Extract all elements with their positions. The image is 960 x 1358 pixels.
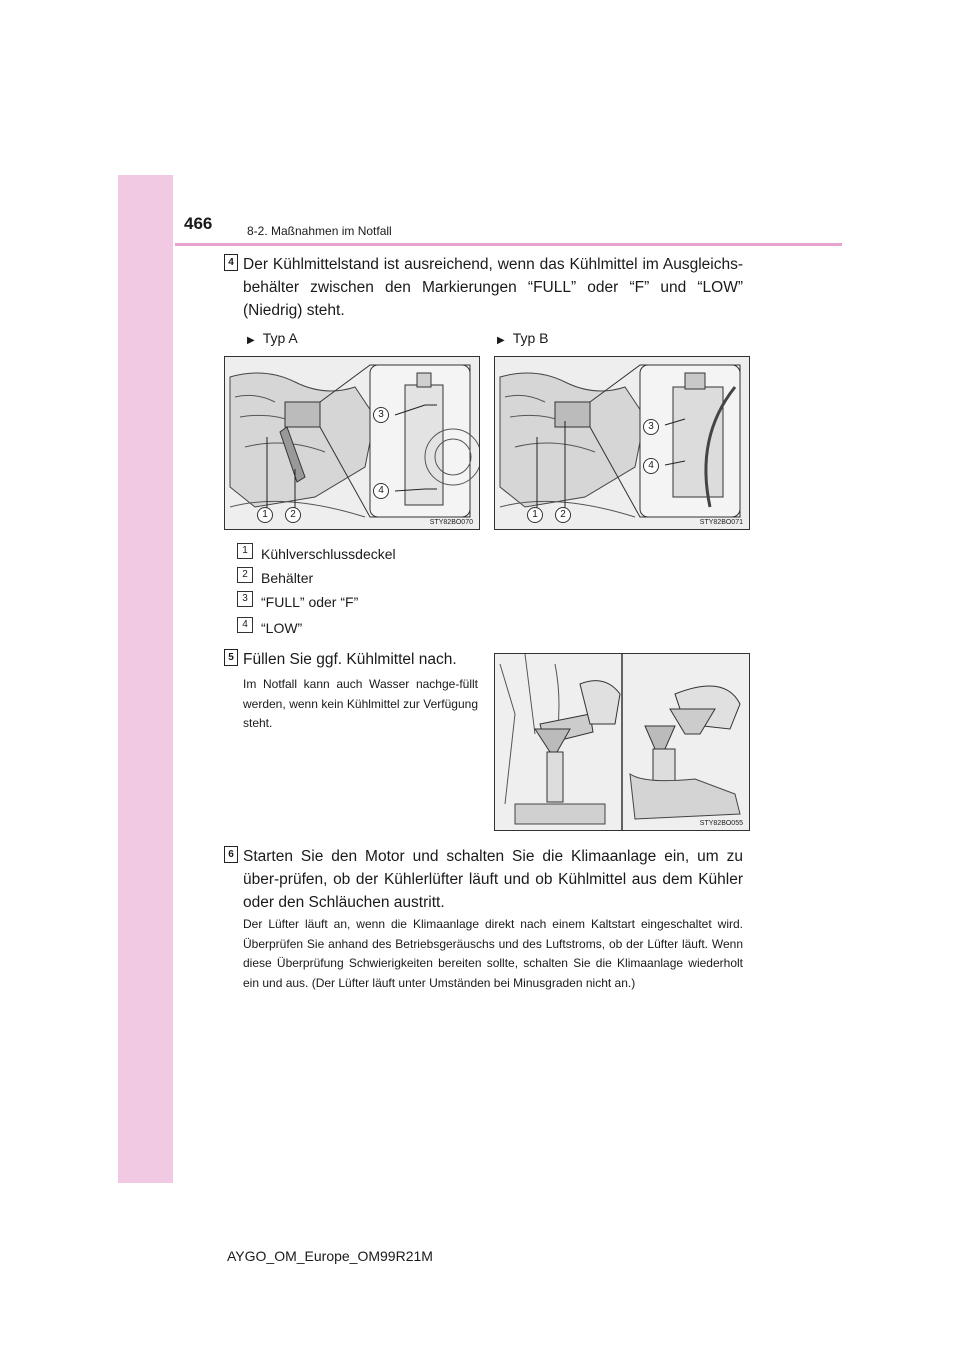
typ-a-label: ▶ Typ A: [247, 330, 298, 346]
step-5-badge: 5: [224, 649, 238, 666]
callout-1-b: 1: [527, 507, 543, 523]
arrow-right-icon: ▶: [497, 335, 505, 346]
callout-2-b: 2: [555, 507, 571, 523]
sidebar-band: [118, 175, 173, 1183]
legend-num-4: 4: [237, 617, 253, 633]
legend-label-2: Behälter: [261, 570, 314, 586]
callout-3-a: 3: [373, 407, 389, 423]
step-4-text: Der Kühlmittelstand ist ausreichend, wenn das Kühlmittel im Ausgleichs-behälter zwischen den Markierungen “FULL” oder “F” und “LOW” (Niedrig) steht.: [243, 256, 743, 319]
refill-illustration: [495, 654, 749, 830]
header-rule: [175, 243, 842, 246]
figure-code-b: STY82BO071: [699, 519, 743, 526]
figure-typ-a: [224, 356, 480, 530]
step-6-note: Der Lüfter läuft an, wenn die Klimaanlage direkt nach einem Kaltstart eingeschaltet wird. Überprüfen Sie anhand des Betriebsgeräuschs und des Luftstroms, ob der Lüfter läuft. Wenn diese Überprüfung Schwierigkeiten bereiten sollte, schalten Sie die Klimaanlage wiederholt ein und aus. (Der Lüfter läuft unter Umständen bei Minusgraden nicht an.): [243, 917, 743, 990]
figure-typ-b: [494, 356, 750, 530]
section-title: 8-2. Maßnahmen im Notfall: [247, 224, 392, 238]
engine-bay-illustration-b: [495, 357, 749, 529]
figure-refill: [494, 653, 750, 831]
engine-bay-illustration-a: [225, 357, 479, 529]
callout-4-b: 4: [643, 458, 659, 474]
step-6-badge: 6: [224, 846, 238, 863]
legend-num-3: 3: [237, 591, 253, 607]
typ-b-label: ▶ Typ B: [497, 330, 549, 346]
callout-3-b: 3: [643, 419, 659, 435]
step-6-text: Starten Sie den Motor und schalten Sie die Klimaanlage ein, um zu über-prüfen, ob der Kühlerlüfter läuft und ob Kühlmittel aus dem Kühler oder den Schläuchen austritt.: [243, 848, 743, 911]
page-number: 466: [184, 214, 213, 233]
legend-num-2: 2: [237, 567, 253, 583]
callout-4-a: 4: [373, 483, 389, 499]
callout-1-a: 1: [257, 507, 273, 523]
step-5-note: Im Notfall kann auch Wasser nachge-füllt werden, wenn kein Kühlmittel zur Verfügung steht.: [243, 677, 478, 730]
legend-label-3: “FULL” oder “F”: [261, 594, 359, 610]
figure-code-a: STY82BO070: [429, 519, 473, 526]
legend-num-1: 1: [237, 543, 253, 559]
legend-label-4: “LOW”: [261, 620, 303, 636]
arrow-right-icon: ▶: [247, 335, 255, 346]
legend-label-1: Kühlverschlussdeckel: [261, 546, 396, 562]
step-5-text: Füllen Sie ggf. Kühlmittel nach.: [243, 651, 457, 668]
footer-doc-id: AYGO_OM_Europe_OM99R21M: [227, 1248, 433, 1264]
callout-2-a: 2: [285, 507, 301, 523]
figure-code-refill: STY82BO055: [699, 820, 743, 827]
step-4-badge: 4: [224, 254, 238, 271]
